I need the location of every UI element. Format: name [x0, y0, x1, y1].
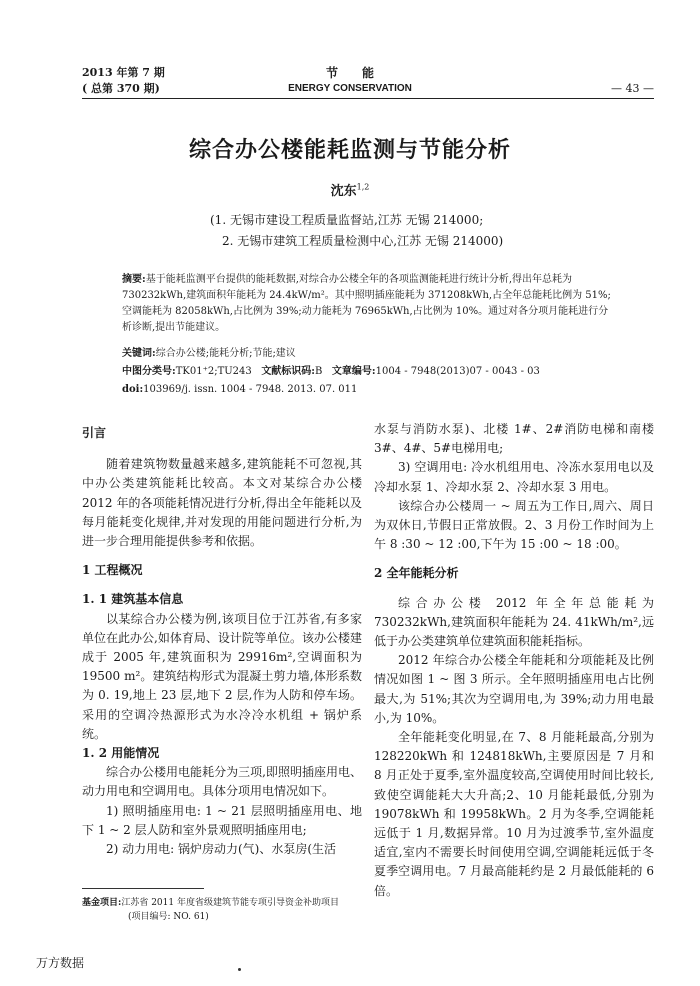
intro-heading: 引言: [82, 426, 107, 440]
article-no-value: 1004 - 7948(2013)07 - 0043 - 03: [375, 366, 540, 377]
doc-code-value: B: [315, 366, 323, 377]
footnote-project-no: (项目编号: NO. 61): [128, 912, 209, 922]
schedule-paragraph: 该综合办公楼周一 ~ 周五为工作日,周六、周日为双休日,节假日正常放假。2、3 月份工作时间为上午 8 :30 ~ 12 :00,下午为 15 :00 ~ 18 :00。: [374, 498, 654, 552]
footnote: [82, 896, 372, 924]
section-1-heading: 1 工程概况: [82, 563, 143, 578]
page-number: — 43 —: [611, 82, 654, 95]
scan-speck: [238, 968, 241, 971]
section-1-2-heading: 1. 2 用能情况: [82, 746, 160, 761]
section-1-1-paragraph: 以某综合办公楼为例,该项目位于江苏省,有多家单位在此办公,如体育局、设计院等单位。该办公楼建成于 2005 年,建筑面积为 29916m²,空调面积为19500 m²。建筑结构形式为混凝土剪力墙,体形系数为 0. 19,地上 23 层,地下 2 层,作为人防和停车场。采用的空调冷热源形式为水冷冷水机组 + 锅炉系统。: [82, 611, 362, 741]
section-2-heading: 2 全年能耗分析: [374, 566, 459, 581]
author-superscript: 1,2: [356, 182, 370, 192]
abstract-label: 摘要:: [122, 274, 146, 285]
issue-year: 2013 年第 7 期: [82, 66, 165, 79]
issue-total: ( 总第 370 期): [82, 82, 160, 95]
header-rule: [82, 98, 654, 99]
clc-value: TK01⁺2;TU243: [175, 366, 252, 377]
left-column: [82, 420, 362, 859]
abstract: [122, 272, 614, 336]
list-item-hvac: 3) 空调用电: 冷水机组用电、冷冻水泵用电以及冷却水泵 1、冷却水泵 2、冷却水泵 3 用电。: [374, 460, 654, 494]
footnote-rule: [82, 888, 204, 889]
footnote-label: 基金项目:: [82, 898, 122, 908]
intro-paragraph: 随着建筑物数量越来越多,建筑能耗不可忽视,其中办公类建筑能耗比较高。本文对某综合办公楼 2012 年的各项能耗情况进行分析,得出全年能耗以及每月能耗变化规律,并对发现的用能问题进行分析,为进一步合理用能提供参考和依据。: [82, 457, 362, 549]
right-column: [374, 420, 654, 901]
doi-value: 103969/j. issn. 1004 - 7948. 2013. 07. 011: [143, 384, 358, 395]
section-2-paragraph-1: 综合办公楼 2012 年全年总能耗为 730232kWh,建筑面积年能耗为 24. 41kWh/m²,远低于办公类建筑单位建筑面积能耗指标。: [374, 595, 654, 649]
list-item-lighting: 1) 照明插座用电: 1 ~ 21 层照明插座用电、地下 1 ~ 2 层人防和室外景观照明插座用电;: [82, 803, 362, 837]
list-item-power: 2) 动力用电: 锅炉房动力(气)、水泵房(生活: [106, 842, 337, 857]
article-title: 综合办公楼能耗监测与节能分析: [188, 137, 511, 163]
doi-label: doi:: [122, 384, 144, 395]
journal-name-cn: 节 能: [325, 66, 374, 80]
keywords-text: 综合办公楼;能耗分析;节能;建议: [155, 348, 296, 359]
abstract-text: 基于能耗监测平台提供的能耗数据,对综合办公楼全年的各项监测能耗进行统计分析,得出年总耗为 730232kWh,建筑面积年能耗为 24.4kW/m²。其中照明插座能耗为 371208kWh,占全年总能耗比例为 51%;空调能耗为 82058kWh,占比例为 39%;动力能耗为 76965kWh,占比例为 10%。通过对各分项月能耗进行分析诊断,提出节能建议。: [122, 274, 611, 333]
section-2-paragraph-2: 2012 年综合办公楼全年能耗和分项能耗及比例情况如图 1 ~ 图 3 所示。全年照明插座用电占比例最大,为 51%;其次为空调用电,为 39%;动力用电最小,为 10%。: [374, 653, 654, 725]
doi-line: [122, 382, 614, 398]
clc-label: 中图分类号:: [122, 366, 176, 377]
journal-name-en: ENERGY CONSERVATION: [288, 83, 412, 94]
classification-line: [122, 364, 614, 380]
article-no-label: 文章编号:: [331, 366, 376, 377]
keywords-label: 关键词:: [122, 348, 156, 359]
watermark-text: 万方数据: [36, 956, 85, 970]
section-1-1-heading: 1. 1 建筑基本信息: [82, 592, 184, 607]
affiliation-2: 2. 无锡市建筑工程质量检测中心,江苏 无锡 214000): [222, 234, 504, 248]
affiliation-1: (1. 无锡市建设工程质量监督站,江苏 无锡 214000;: [210, 213, 484, 227]
doc-code-label: 文献标识码:: [261, 366, 316, 377]
author-name: 沈东: [330, 184, 357, 199]
section-2-paragraph-3: 全年能耗变化明显,在 7、8 月能耗最高,分别为 128220kWh 和 124818kWh,主要原因是 7 月和 8 月正处于夏季,室外温度较高,空调使用时间比较长,致使空调能耗大大升高;2、10 月能耗最低,分别为 19078kWh 和 19958kWh。2 月为冬季,空调能耗远低于 1 月,数据异常。10 月为过渡季节,室外温度适宜,室内不需要长时间使用空调,空调能耗远低于冬夏季空调用电。7 月最高能耗约是 2 月最低能耗的 6 倍。: [374, 730, 654, 898]
section-1-2-paragraph: 综合办公楼用电能耗分为三项,即照明插座用电、动力用电和空调用电。具体分项用电情况如下。: [82, 765, 362, 799]
list-item-power-continued: 水泵与消防水泵)、北楼 1#、2#消防电梯和南楼 3#、4#、5#电梯用电;: [374, 422, 654, 456]
footnote-text: 江苏省 2011 年度省级建筑节能专项引导资金补助项目: [121, 898, 339, 908]
keywords: [122, 346, 614, 362]
author: [0, 180, 700, 199]
